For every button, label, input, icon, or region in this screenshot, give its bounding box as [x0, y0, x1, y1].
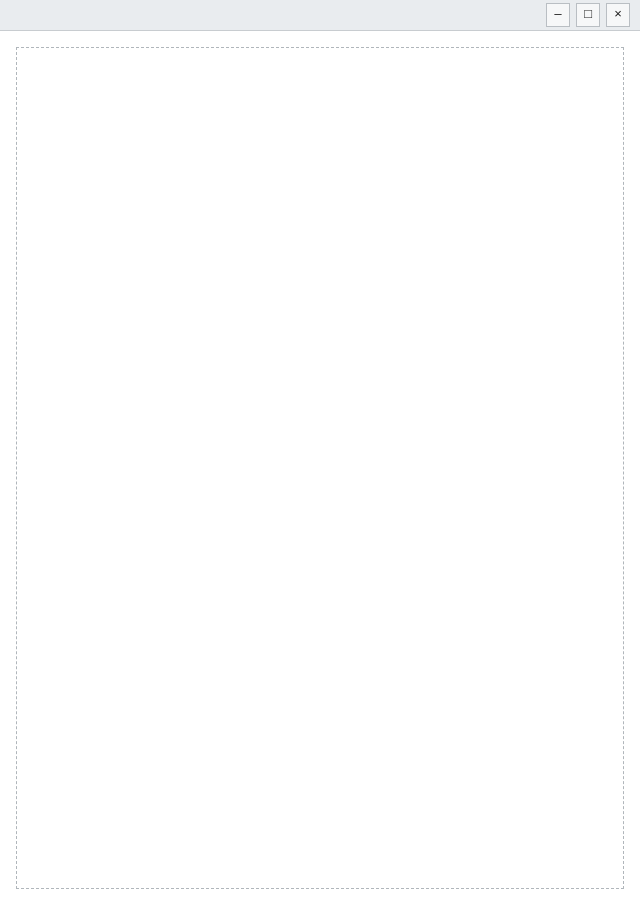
main-content [0, 31, 640, 905]
content-placeholder [16, 47, 624, 889]
title-bar [0, 0, 640, 31]
minimize-icon[interactable]: – [546, 3, 570, 27]
close-icon[interactable]: × [606, 3, 630, 27]
maximize-icon[interactable]: □ [576, 3, 600, 27]
